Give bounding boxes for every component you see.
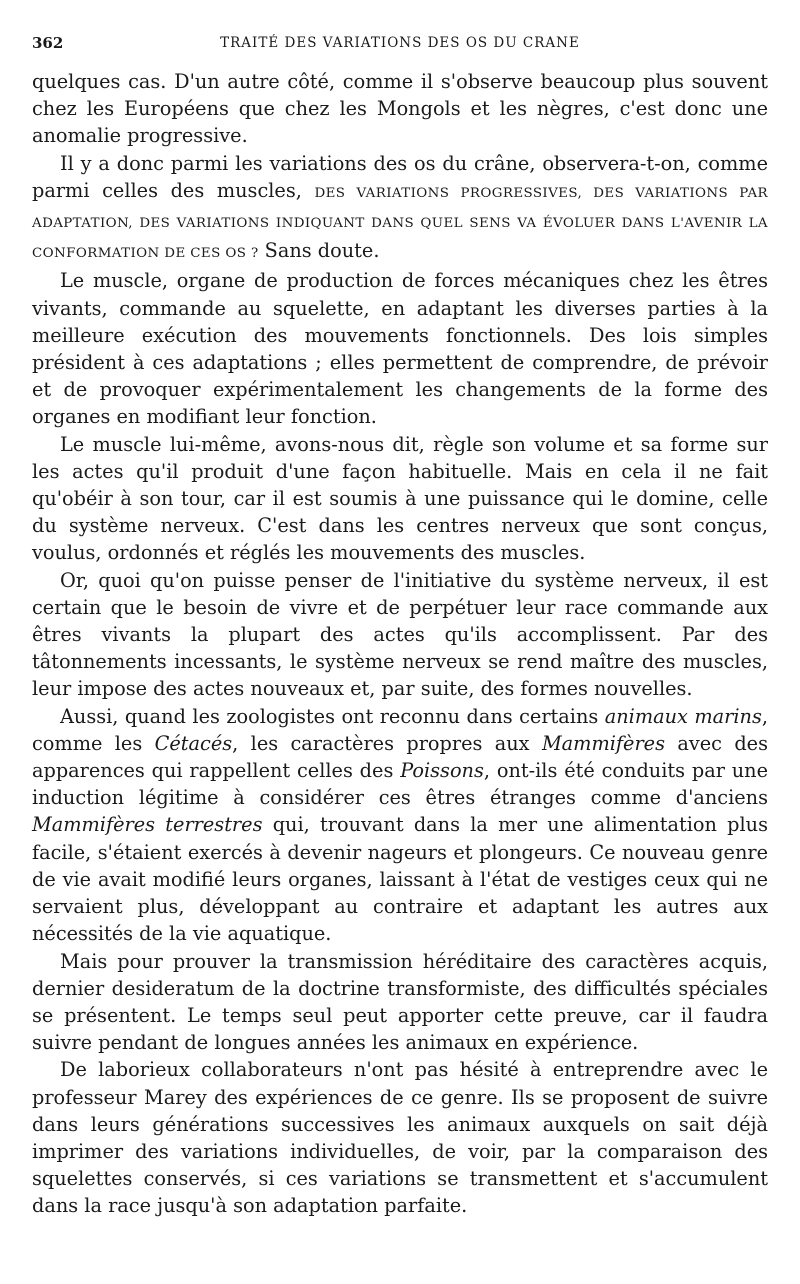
- paragraph-1: quelques cas. D'un autre côté, comme il s'observe beaucoup plus souvent chez les Européens que chez les Mongols et les nègres, c'est donc une anomalie progressive.: [32, 70, 768, 148]
- paragraph-6-text-4: avec des apparences qui rappellent celles des: [32, 731, 768, 783]
- running-title: TRAITÉ DES VARIATIONS DES OS DU CRANE: [220, 35, 580, 51]
- paragraph-2-text-b: Sans doute.: [258, 239, 380, 263]
- paragraph-6-text-6: qui, trouvant dans la mer une alimentation plus facile, s'étaient exercés à devenir nageurs et plongeurs. Ce nouveau genre de vie avait modifié leurs organes, laissant à l'état de vestiges ceux qui ne servaient plus, développant au contraire et adaptant les autres aux nécessités de la vie aquatique.: [32, 813, 768, 946]
- italic-animaux-marins: animaux marins: [604, 704, 762, 728]
- italic-mammiferes: Mammifères: [541, 731, 665, 755]
- paragraph-6-text-5: , ont-ils été conduits par une induction légitime à considérer ces êtres étranges comme d'anciens: [32, 759, 768, 810]
- page-number: 362: [32, 34, 64, 52]
- page-header: [32, 34, 768, 54]
- paragraph-2-small-caps: DES VARIATIONS PROGRESSIVES, DES VARIATIONS PAR ADAPTATION, DES VARIATIONS INDIQUANT DANS QUEL SENS VA ÉVOLUER DANS L'AVENIR LA CONFORMATION DE CES OS ?: [32, 185, 768, 262]
- paragraph-8: De laborieux collaborateurs n'ont pas hésité à entreprendre avec le professeur Marey des expériences de ce genre. Ils se proposent de suivre dans leurs générations successives les animaux auxquels on sait déjà imprimer des variations individuelles, de voir, par la comparaison des squelettes conservés, si ces variations se transmettent et s'accumulent dans la race jusqu'à son adaptation parfaite.: [32, 1058, 768, 1218]
- paragraph-5: Or, quoi qu'on puisse penser de l'initiative du système nerveux, il est certain que le besoin de vivre et de perpétuer leur race commande aux êtres vivants la plupart des actes qu'ils accomplissent. Par des tâtonnements incessants, le système nerveux se rend maître des muscles, leur impose des actes nouveaux et, par suite, des formes nouvelles.: [32, 568, 768, 701]
- paragraph-6-text-1: Aussi, quand les zoologistes ont reconnu dans certains: [60, 704, 605, 728]
- italic-poissons: Poissons: [400, 759, 484, 783]
- paragraph-6-text-2: , comme les: [32, 704, 768, 755]
- paragraph-4: Le muscle lui-même, avons-nous dit, règle son volume et sa forme sur les actes qu'il produit d'une façon habituelle. Mais en cela il ne fait qu'obéir à son tour, car il est soumis à une puissance qui le domine, celle du système nerveux. C'est dans les centres nerveux que sont conçus, voulus, ordonnés et réglés les mouvements des muscles.: [32, 432, 768, 565]
- paragraph-7: Mais pour prouver la transmission héréditaire des caractères acquis, dernier desideratum de la doctrine transformiste, des difficultés spéciales se présentent. Le temps seul peut apporter cette preuve, car il faudra suivre pendant de longues années les animaux en expérience.: [32, 949, 768, 1055]
- paragraph-3: Le muscle, organe de production de forces mécaniques chez les êtres vivants, commande au squelette, en adaptant les diverses parties à la meilleure exécution des mouvements fonctionnels. Des lois simples président à ces adaptations ; elles permettent de comprendre, de prévoir et de provoquer expérimentalement les changements de la forme des organes en modifiant leur fonction.: [32, 269, 768, 429]
- italic-cetaces: Cétacés: [154, 731, 233, 755]
- body-text: [32, 68, 768, 1220]
- italic-mammiferes-terrestres: Mammifères terrestres: [32, 813, 263, 837]
- paragraph-6-text-3: , les caractères propres aux: [232, 731, 542, 755]
- paragraph-6: [32, 703, 768, 948]
- paragraph-2: [32, 150, 768, 268]
- paragraph-2-text-a: Il y a donc parmi les variations des os du crâne, observera-t-on, comme parmi celles des muscles,: [32, 151, 768, 202]
